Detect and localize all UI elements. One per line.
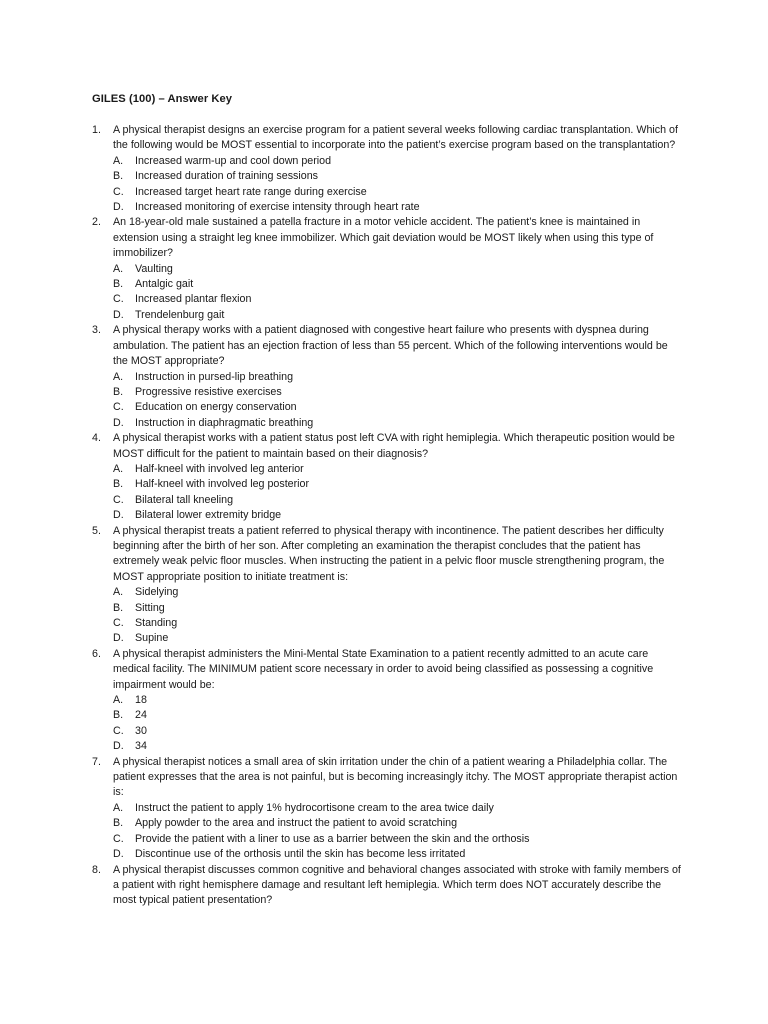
answer-option: [113, 832, 682, 847]
answer-option: [113, 277, 682, 292]
option-text: 24: [135, 709, 147, 722]
option-letter: A.: [113, 154, 124, 167]
option-letter: B.: [113, 385, 124, 398]
answer-options: [113, 585, 682, 647]
option-text: Instruction in diaphragmatic breathing: [135, 416, 314, 429]
answer-option: [113, 292, 682, 307]
option-letter: B.: [113, 278, 124, 291]
answer-options: [113, 462, 682, 524]
question-number: 3.: [92, 324, 101, 337]
option-letter: A.: [113, 694, 124, 707]
option-text: Sitting: [135, 601, 165, 614]
option-letter: B.: [113, 478, 124, 491]
option-letter: A.: [113, 262, 124, 275]
question-number: 2.: [92, 216, 101, 229]
option-letter: C.: [113, 832, 124, 845]
question-3: [92, 323, 682, 431]
option-text: Discontinue use of the orthosis until the skin has become less irritated: [135, 848, 466, 861]
answer-option: [113, 462, 682, 477]
option-letter: D.: [113, 848, 124, 861]
answer-option: [113, 601, 682, 616]
answer-option: [113, 816, 682, 831]
option-text: Instruction in pursed-lip breathing: [135, 370, 294, 383]
question-stem: An 18-year-old male sustained a patella fracture in a motor vehicle accident. The patient’s knee is maintained in extension using a straight leg knee immobilizer. Which gait deviation would be MOST likely when using this type of immobilizer?: [113, 216, 654, 260]
option-text: Increased warm-up and cool down period: [135, 154, 332, 167]
option-letter: C.: [113, 493, 124, 506]
option-text: Increased duration of training sessions: [135, 170, 318, 183]
question-number: 1.: [92, 124, 101, 136]
answer-option: [113, 262, 682, 277]
answer-option: [113, 185, 682, 200]
question-number: 4.: [92, 432, 101, 445]
question-1: [92, 123, 682, 215]
option-letter: D.: [113, 308, 124, 321]
question-number: 6.: [92, 647, 101, 660]
answer-option: [113, 416, 682, 431]
question-stem: A physical therapist discusses common cognitive and behavioral changes associated with stroke with family members of a patient with right hemisphere damage and resultant left hemiplegia. Which term does NOT accurately describe the most typical patient presentation?: [113, 863, 681, 907]
question-number: 7.: [92, 755, 101, 768]
option-text: Half-kneel with involved leg posterior: [135, 478, 310, 491]
option-text: Trendelenburg gait: [135, 308, 225, 321]
option-letter: C.: [113, 724, 124, 737]
answer-option: [113, 724, 682, 739]
option-letter: C.: [113, 617, 124, 629]
option-text: Apply powder to the area and instruct the patient to avoid scratching: [135, 817, 458, 830]
option-text: 18: [135, 694, 147, 707]
answer-options: [113, 370, 682, 432]
answer-option: [113, 169, 682, 184]
answer-option: [113, 585, 682, 600]
option-text: 34: [135, 740, 147, 753]
answer-options: [113, 693, 682, 755]
page-title: GILES (100) – Answer Key: [92, 93, 233, 105]
option-letter: B.: [113, 709, 124, 722]
option-letter: B.: [113, 817, 124, 830]
option-letter: A.: [113, 370, 124, 383]
option-text: Standing: [135, 617, 178, 629]
option-letter: C.: [113, 293, 124, 306]
answer-option: [113, 508, 682, 523]
question-8: [92, 863, 682, 909]
option-text: Provide the patient with a liner to use as a barrier between the skin and the orthosis: [135, 832, 530, 845]
option-letter: A.: [113, 586, 124, 599]
answer-option: [113, 200, 682, 215]
answer-option: [113, 154, 682, 169]
question-5: [92, 524, 682, 647]
option-letter: C.: [113, 185, 124, 198]
question-6: [92, 647, 682, 755]
question-stem: A physical therapist treats a patient referred to physical therapy with incontinence. The patient describes her difficulty beginning after the birth of her son. After completing an examination the therapist concludes that the patient has extremely weak pelvic floor muscles. When instructing the patient in a pelvic floor muscle strengthening program, the MOST appropriate position to initiate treatment is:: [113, 524, 665, 583]
answer-option: [113, 693, 682, 708]
question-list: [92, 123, 682, 909]
answer-option: [113, 370, 682, 385]
answer-option: [113, 385, 682, 400]
option-letter: B.: [113, 601, 124, 614]
option-text: Half-kneel with involved leg anterior: [135, 462, 304, 475]
answer-option: [113, 739, 682, 754]
option-letter: D.: [113, 740, 124, 753]
option-text: Vaulting: [135, 262, 173, 275]
question-number: 5.: [92, 524, 101, 537]
option-text: Increased monitoring of exercise intensity through heart rate: [135, 201, 420, 214]
answer-option: [113, 616, 682, 631]
answer-option: [113, 801, 682, 816]
option-text: Bilateral lower extremity bridge: [135, 509, 282, 522]
question-stem: A physical therapist works with a patient status post left CVA with right hemiplegia. Which therapeutic position would be MOST difficult for the patient to maintain based on their diagnosis?: [113, 432, 675, 460]
option-letter: C.: [113, 401, 124, 414]
option-letter: D.: [113, 201, 124, 214]
option-text: 30: [135, 724, 147, 737]
option-text: Increased target heart rate range during exercise: [135, 185, 367, 198]
option-letter: D.: [113, 509, 124, 522]
question-number: 8.: [92, 863, 101, 876]
option-text: Bilateral tall kneeling: [135, 493, 234, 506]
answer-options: [113, 262, 682, 324]
question-stem: A physical therapy works with a patient diagnosed with congestive heart failure who presents with dyspnea during ambulation. The patient has an ejection fraction of less than 55 percent. Which of the following interventions would be the MOST appropriate?: [113, 324, 668, 368]
option-text: Supine: [135, 632, 169, 645]
option-text: Increased plantar flexion: [135, 293, 252, 306]
answer-option: [113, 631, 682, 646]
option-letter: D.: [113, 632, 124, 645]
question-2: [92, 215, 682, 323]
answer-option: [113, 477, 682, 492]
option-text: Instruct the patient to apply 1% hydrocortisone cream to the area twice daily: [135, 801, 494, 814]
answer-option: [113, 708, 682, 723]
answer-option: [113, 308, 682, 323]
answer-option: [113, 847, 682, 862]
question-7: [92, 755, 682, 863]
question-stem: A physical therapist notices a small area of skin irritation under the chin of a patient wearing a Philadelphia collar. The patient expresses that the area is not painful, but is becoming increasingly itchy. The MOST appropriate therapist action is:: [113, 755, 678, 799]
option-letter: A.: [113, 462, 124, 475]
option-text: Sidelying: [135, 586, 179, 599]
answer-options: [113, 154, 682, 216]
question-4: [92, 431, 682, 523]
option-letter: B.: [113, 170, 124, 183]
option-letter: D.: [113, 416, 124, 429]
answer-options: [113, 801, 682, 863]
answer-option: [113, 493, 682, 508]
question-stem: A physical therapist administers the Mini-Mental State Examination to a patient recently admitted to an acute care medical facility. The MINIMUM patient score necessary in order to avoid being classified as possessing a cognitive impairment would be:: [113, 647, 654, 691]
option-text: Antalgic gait: [135, 278, 194, 291]
answer-option: [113, 400, 682, 415]
option-text: Progressive resistive exercises: [135, 385, 282, 398]
option-letter: A.: [113, 801, 124, 814]
option-text: Education on energy conservation: [135, 401, 297, 414]
question-stem: A physical therapist designs an exercise program for a patient several weeks following cardiac transplantation. Which of the following would be MOST essential to incorporate into the patient’s exercise program based on the transplantation?: [113, 124, 678, 152]
